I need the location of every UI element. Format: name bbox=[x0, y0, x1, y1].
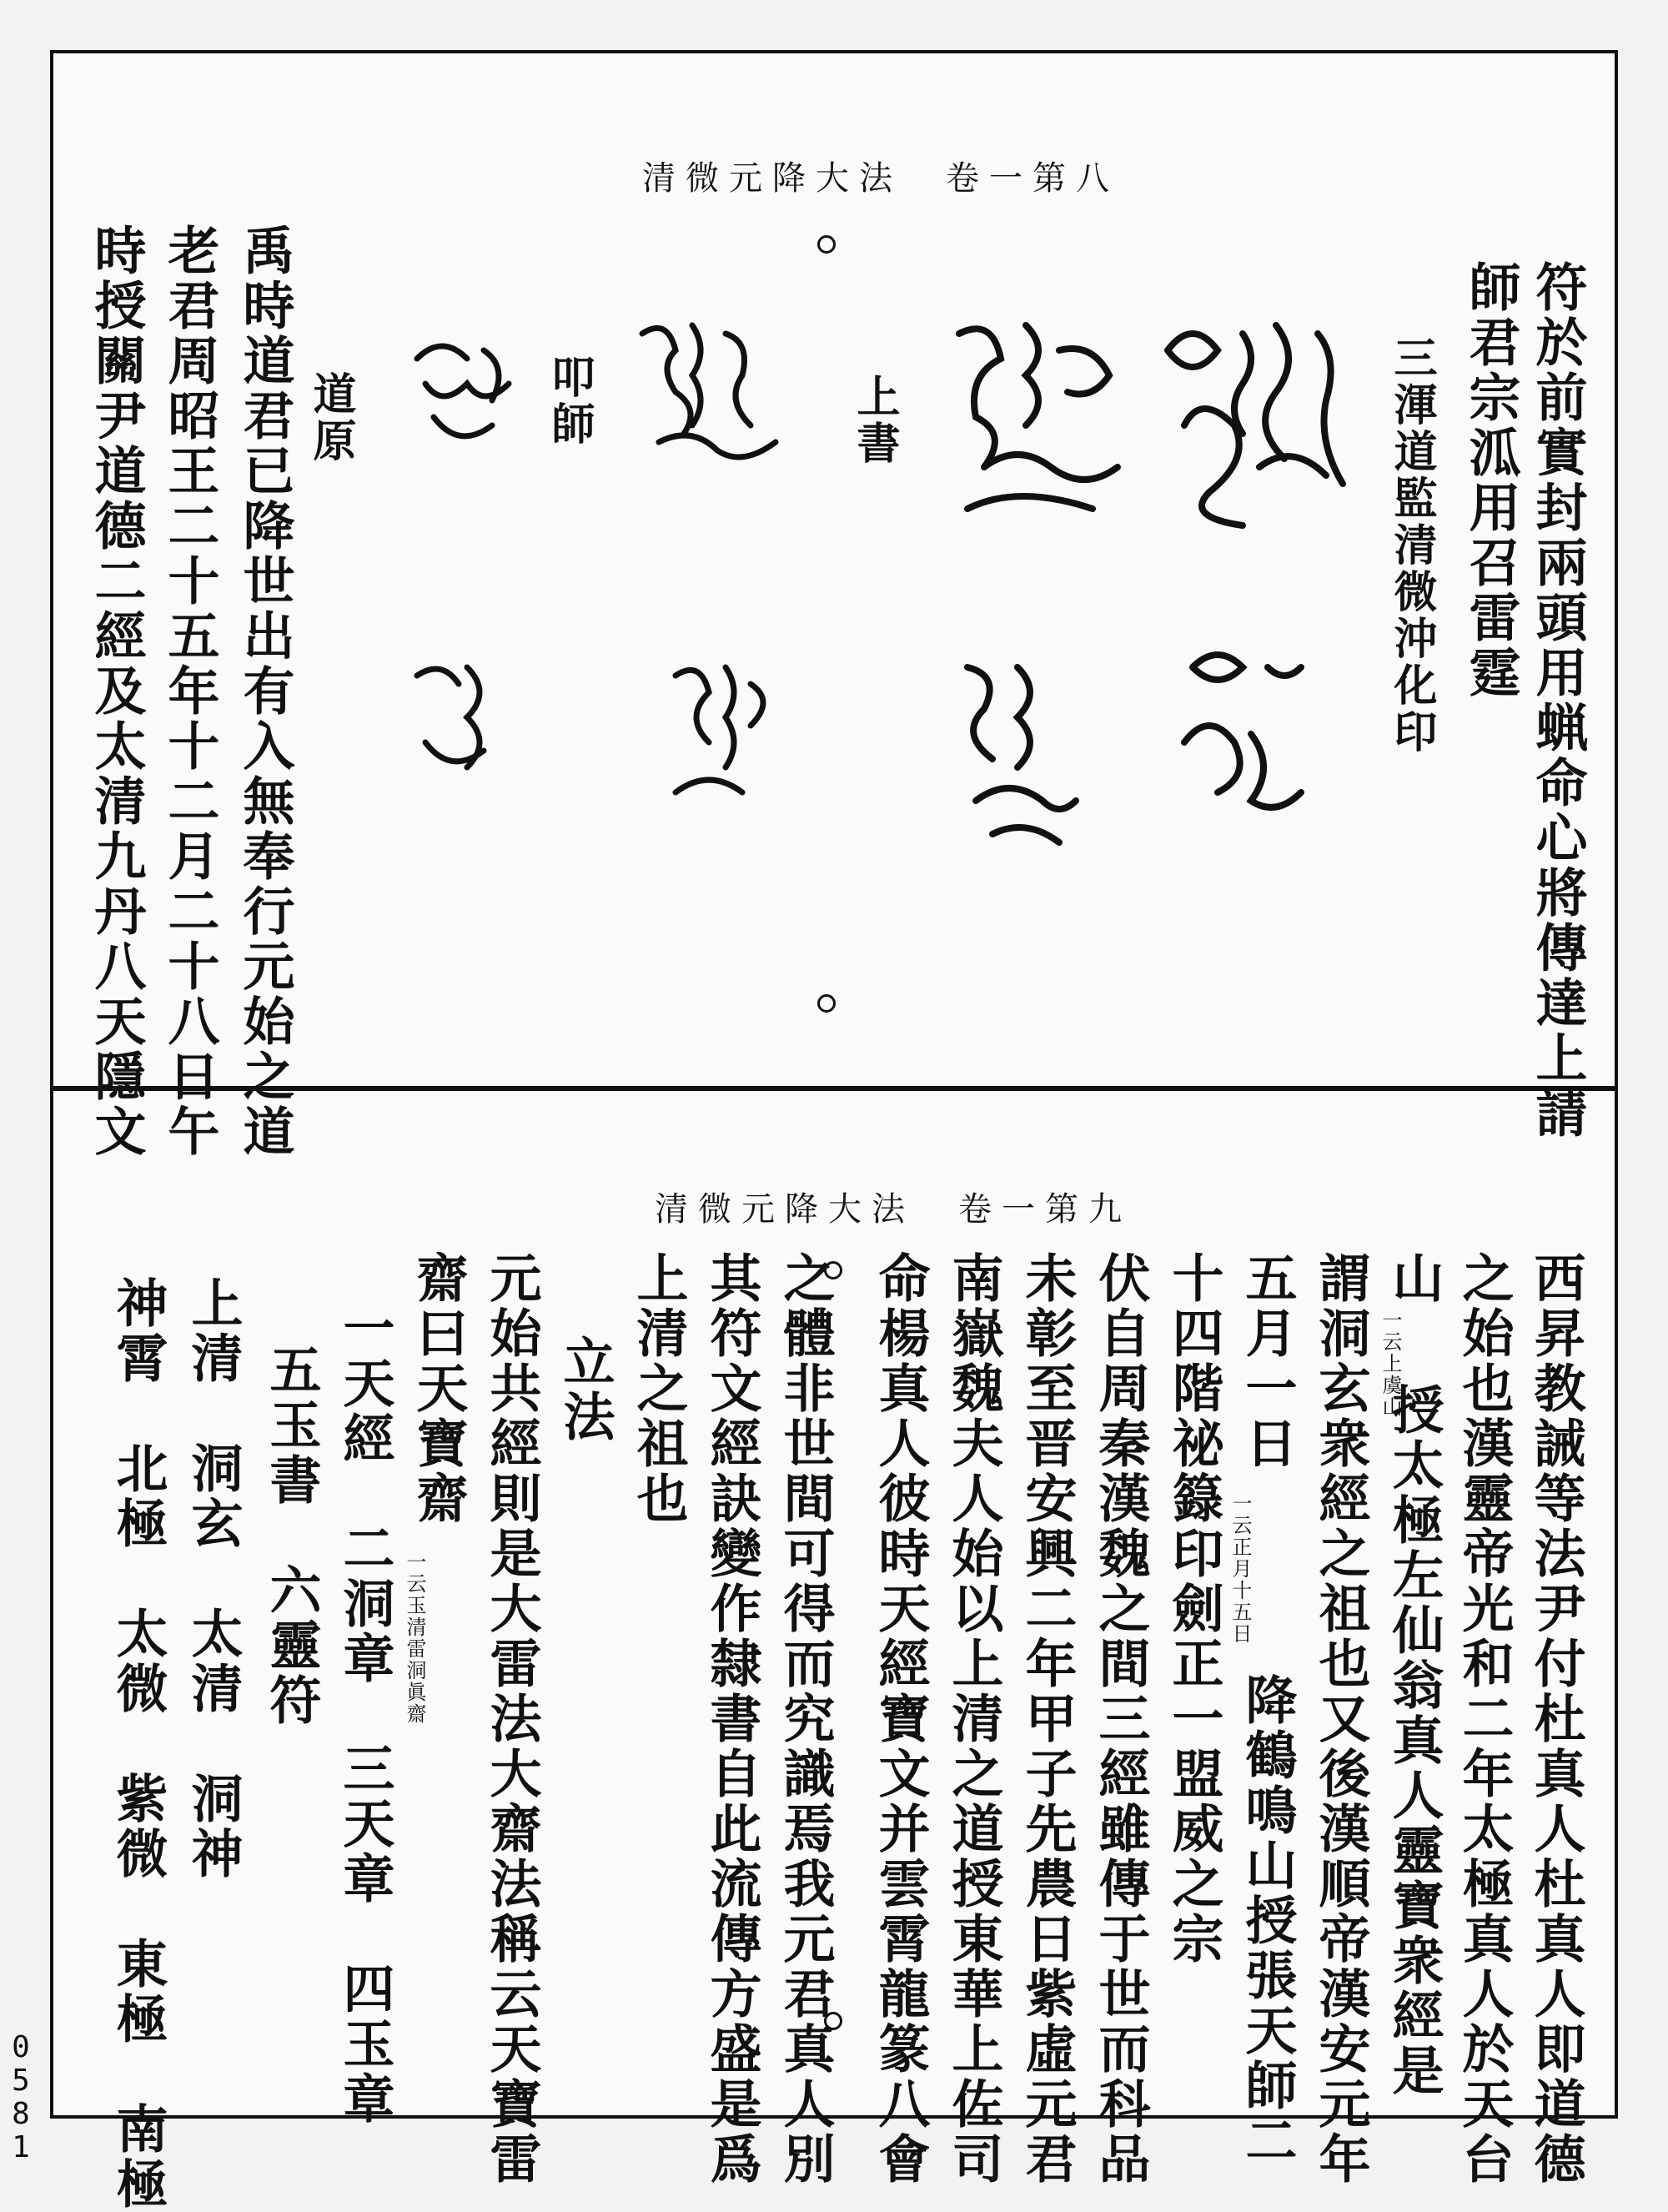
talisman-glyph bbox=[1151, 300, 1368, 550]
text-column: 南嶽魏夫人始以上清之道授東華上佐司 bbox=[943, 1251, 1004, 2187]
text-column: 未彰至晋安興二年甲子先農日紫虛元君 bbox=[1017, 1251, 1078, 2187]
text-column: 老君周昭王二十五年十二月二十八日午 bbox=[159, 224, 220, 1159]
talisman-glyph bbox=[942, 642, 1093, 859]
text-column: 齋曰天寶齋 bbox=[408, 1251, 469, 1526]
text-column: 師君宗泒用召雷霆 bbox=[1460, 260, 1521, 701]
talisman-glyph bbox=[1168, 634, 1334, 851]
text-column: 西昇教誡等法尹付杜真人杜真人即道德 bbox=[1525, 1251, 1586, 2187]
annotation-note: 一云玉清雷洞眞齋 bbox=[403, 1551, 426, 1725]
talisman-glyph bbox=[626, 300, 792, 500]
text-column: 之體非世間可得而究識焉我元君真人別 bbox=[775, 1251, 836, 2187]
annotation-note: 一云上虞山 bbox=[1379, 1310, 1402, 1418]
text-column: 降鶴鳴山授張天師二 bbox=[1237, 1673, 1298, 2169]
text-column: 五玉書 六靈符 bbox=[261, 1343, 322, 1728]
text-column: 山 bbox=[1384, 1251, 1444, 1306]
text-column: 五月一日 bbox=[1237, 1251, 1298, 1471]
section-title: 立法 bbox=[555, 1335, 615, 1445]
seal-caption: 三渾道監清微沖化印 bbox=[1386, 335, 1437, 756]
text-column: 神霄 北極 太微 紫微 東極 南極 bbox=[108, 1276, 168, 2212]
binding-mark bbox=[817, 235, 836, 254]
section-title: 道原 bbox=[305, 371, 356, 465]
page-number: 0581 bbox=[12, 2030, 30, 2164]
text-column: 伏自周秦漢魏之間三經雖傳于世而科品 bbox=[1090, 1251, 1151, 2187]
top-page-header: 清微元降大法 卷一第八 bbox=[642, 159, 1119, 198]
talisman-glyph bbox=[400, 642, 534, 792]
annotation-note: 一云正月十五日 bbox=[1228, 1493, 1252, 1645]
talisman-label: 上書 bbox=[849, 374, 900, 467]
text-column: 十四階祕籙印劍正一盟威之宗 bbox=[1163, 1251, 1224, 1967]
bottom-page-header: 清微元降大法 卷一第九 bbox=[655, 1190, 1132, 1229]
talisman-label: 叩師 bbox=[544, 354, 595, 448]
text-column: 一天經 二洞章 三天章 四玉章 bbox=[334, 1301, 395, 2127]
text-column: 上清 洞玄 太清 洞神 bbox=[183, 1276, 244, 1882]
text-column: 元始共經則是大雷法大齋法稱云天寶雷 bbox=[481, 1251, 542, 2187]
text-column: 之始也漢靈帝光和二年太極真人於天台 bbox=[1454, 1251, 1515, 2187]
binding-mark bbox=[817, 994, 836, 1013]
talisman-glyph bbox=[400, 325, 534, 475]
text-column: 其符文經訣變作隸書自此流傳方盛是爲 bbox=[701, 1251, 762, 2187]
text-column: 謂洞玄衆經之祖也又後漢順帝漢安元年 bbox=[1310, 1251, 1371, 2187]
text-column: 時授關尹道德二經及太清九丹八天隱文 bbox=[86, 224, 147, 1159]
text-column: 符於前實封兩頭用蝋命心將傳達上請 bbox=[1527, 260, 1588, 1141]
text-column: 授太極左仙翁真人靈寶衆經是 bbox=[1384, 1383, 1444, 2099]
text-column: 命楊真人彼時天經寶文并雲霄龍篆八會 bbox=[870, 1251, 931, 2187]
talisman-glyph bbox=[934, 300, 1134, 550]
text-column: 禹時道君已降世出有入無奉行元始之道 bbox=[234, 224, 295, 1159]
talisman-glyph bbox=[651, 642, 792, 842]
text-column: 上清之祖也 bbox=[628, 1251, 689, 1526]
